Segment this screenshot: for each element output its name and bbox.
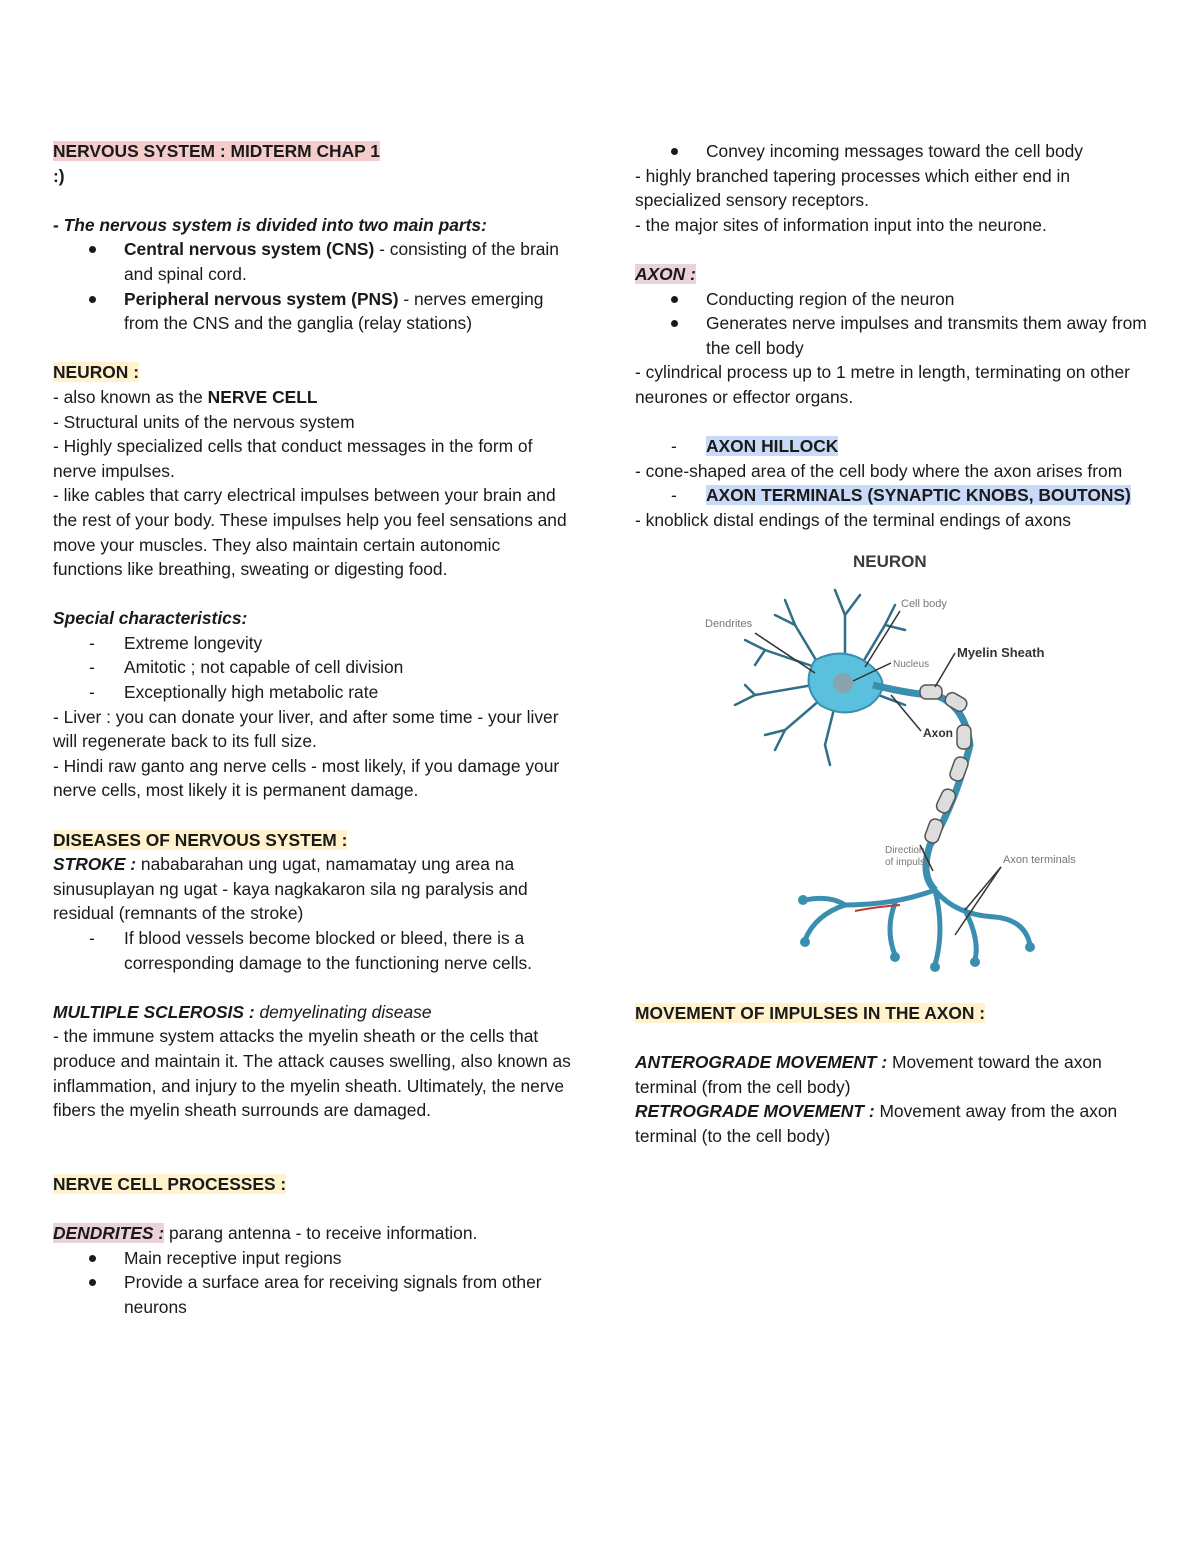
- retrograde-paragraph: [635, 1099, 1150, 1148]
- aka-prefix: - also known as the: [53, 386, 208, 407]
- axon-item: Conducting region of the neuron: [706, 288, 955, 309]
- list-item: - If blood vessels become blocked or bleed, there is a corresponding damage to the functioning nerve cells.: [89, 928, 532, 973]
- axon-list: [635, 287, 1150, 361]
- neuron-line: - like cables that carry electrical impulses between your brain and the rest of your body. These impulses help you feel sensations and move your muscles. They also maintain certain autonomic functions like breathing, sweating or digesting food.: [53, 485, 567, 580]
- cns-term: Central nervous system (CNS): [124, 239, 375, 260]
- anterograde-paragraph: [635, 1050, 1150, 1099]
- list-item: [635, 139, 1150, 164]
- special-note: - Hindi raw ganto ang nerve cells - most likely, if you damage your nerve cells, most likely it is permanent damage.: [53, 755, 560, 801]
- figure-title: NEURON: [853, 551, 927, 571]
- axon-heading: AXON :: [635, 263, 696, 284]
- axon-item: Generates nerve impulses and transmits them away from the cell body: [706, 313, 1147, 358]
- ms-text: - the immune system attacks the myelin sheath or the cells that produce and maintain it. The attack causes swelling, also known as inflammation, and injury to the myelin sheath. Ultimately, the nerve fibers the myelin sheath surrounds are damaged.: [53, 1026, 571, 1121]
- bullet-icon: [671, 320, 678, 327]
- bullet-icon: [89, 1279, 96, 1286]
- hillock-text: - cone-shaped area of the cell body where the axon arises from: [635, 460, 1123, 481]
- stroke-list: [53, 926, 573, 975]
- processes-heading: NERVE CELL PROCESSES :: [53, 1173, 287, 1194]
- label-nucleus: Nucleus: [893, 658, 930, 670]
- hillock-heading: AXON HILLOCK: [706, 436, 839, 457]
- list-item: [635, 311, 1150, 360]
- axon-line: - cylindrical process up to 1 metre in length, terminating on other neurones or effector organs.: [635, 362, 1130, 407]
- dendrites-item: Provide a surface area for receiving signals from other neurons: [124, 1272, 542, 1317]
- neuron-diagram: [695, 545, 1095, 977]
- stroke-item: If blood vessels become blocked or bleed, there is a corresponding damage to the functioning nerve cells.: [124, 928, 532, 973]
- diseases-heading: DISEASES OF NERVOUS SYSTEM :: [53, 829, 348, 850]
- antero-desc: Movement toward the axon terminal (from the cell body): [635, 1052, 1102, 1097]
- dendrites-line: - the major sites of information input into the neurone.: [635, 214, 1047, 235]
- bullet-icon: [671, 148, 678, 155]
- right-column: [635, 139, 1150, 1149]
- smiley: :): [53, 165, 65, 186]
- special-note: - Liver : you can donate your liver, and after some time - your liver will regenerate back to its full size.: [53, 706, 559, 752]
- neuron-line: - Structural units of the nervous system: [53, 411, 355, 432]
- ms-desc: demyelinating disease: [254, 1001, 432, 1022]
- synaptic-knobs-shape: [798, 895, 1035, 972]
- ms-term: MULTIPLE SCLEROSIS :: [53, 1001, 255, 1022]
- special-heading: Special characteristics:: [53, 608, 248, 629]
- ms-paragraph: [53, 1000, 573, 1025]
- bullet-icon: [671, 296, 678, 303]
- special-list: [53, 631, 573, 705]
- special-item: Amitotic ; not capable of cell division: [124, 657, 404, 678]
- axon-terminals-shape: [805, 890, 1030, 965]
- stroke-term: STROKE :: [53, 854, 137, 875]
- list-item: [635, 287, 1150, 312]
- retro-desc: Movement away from the axon terminal (to the cell body): [635, 1101, 1118, 1147]
- left-column: [53, 139, 573, 1320]
- intro-heading: - The nervous system is divided into two main parts:: [53, 214, 487, 235]
- dendrites-item: Convey incoming messages toward the cell body: [706, 141, 1083, 161]
- label-axon: Axon: [923, 725, 953, 740]
- dendrites-term: DENDRITES :: [53, 1223, 165, 1244]
- hillock-list: [635, 434, 1150, 459]
- list-item: [53, 237, 573, 286]
- stroke-paragraph: [53, 852, 573, 926]
- list-item: - Extreme longevity: [89, 632, 263, 653]
- aka-term: NERVE CELL: [207, 386, 318, 407]
- list-item: - AXON HILLOCK: [671, 436, 839, 457]
- list-item: - Amitotic ; not capable of cell division: [89, 657, 404, 678]
- label-direction-2: of impulse: [885, 856, 931, 868]
- label-cell-body: Cell body: [901, 597, 947, 610]
- pns-term: Peripheral nervous system (PNS): [124, 288, 399, 309]
- list-item: [53, 1246, 573, 1271]
- antero-term: ANTEROGRADE MOVEMENT :: [635, 1052, 888, 1073]
- retro-term: RETROGRADE MOVEMENT :: [635, 1101, 875, 1122]
- bullet-icon: [89, 246, 96, 253]
- label-myelin: Myelin Sheath: [957, 644, 1045, 660]
- dendrites-desc: parang antenna - to receive information.: [164, 1223, 478, 1244]
- list-item: - Exceptionally high metabolic rate: [89, 682, 379, 703]
- cns-desc: - consisting of the brain and spinal cord.: [124, 239, 559, 284]
- terminals-heading: AXON TERMINALS (SYNAPTIC KNOBS, BOUTONS): [706, 485, 1131, 506]
- bullet-icon: [89, 1255, 96, 1262]
- dendrites-line: - highly branched tapering processes which either end in specialized sensory receptors.: [635, 165, 1071, 211]
- terminals-list: [635, 483, 1150, 508]
- neuron-aka: [53, 385, 573, 410]
- intro-list: [53, 237, 573, 335]
- stroke-desc: nababarahan ung ugat, namamatay ung area na sinusuplayan ng ugat - kaya nagkakaron sila ng paralysis and residual (remnants of the stroke): [53, 854, 528, 924]
- movement-heading: MOVEMENT OF IMPULSES IN THE AXON :: [635, 1003, 986, 1024]
- terminals-text: - knoblick distal endings of the terminal endings of axons: [635, 509, 1071, 530]
- neuron-line: - Highly specialized cells that conduct messages in the form of nerve impulses.: [53, 436, 533, 481]
- dendrites-list: [53, 1246, 573, 1320]
- pns-desc: - nerves emerging from the CNS and the ganglia (relay stations): [124, 288, 544, 334]
- label-direction: Direction: [885, 844, 925, 856]
- neuron-heading: NEURON :: [53, 362, 139, 383]
- list-item: [53, 287, 573, 336]
- bullet-icon: [89, 296, 96, 303]
- special-item: Extreme longevity: [124, 632, 263, 653]
- list-item: [53, 1270, 573, 1319]
- neuron-figure: [695, 545, 1095, 977]
- list-item: - AXON TERMINALS (SYNAPTIC KNOBS, BOUTONS): [671, 485, 1131, 506]
- label-dendrites: Dendrites: [705, 617, 753, 630]
- nucleus-shape: [833, 673, 853, 693]
- dendrites-item: Main receptive input regions: [124, 1247, 342, 1268]
- dendrites-paragraph: [53, 1221, 573, 1246]
- document-title: NERVOUS SYSTEM : MIDTERM CHAP 1: [53, 141, 380, 161]
- dendrites-list-continued: [635, 139, 1150, 164]
- special-item: Exceptionally high metabolic rate: [124, 682, 379, 703]
- label-terminals: Axon terminals: [1003, 853, 1076, 866]
